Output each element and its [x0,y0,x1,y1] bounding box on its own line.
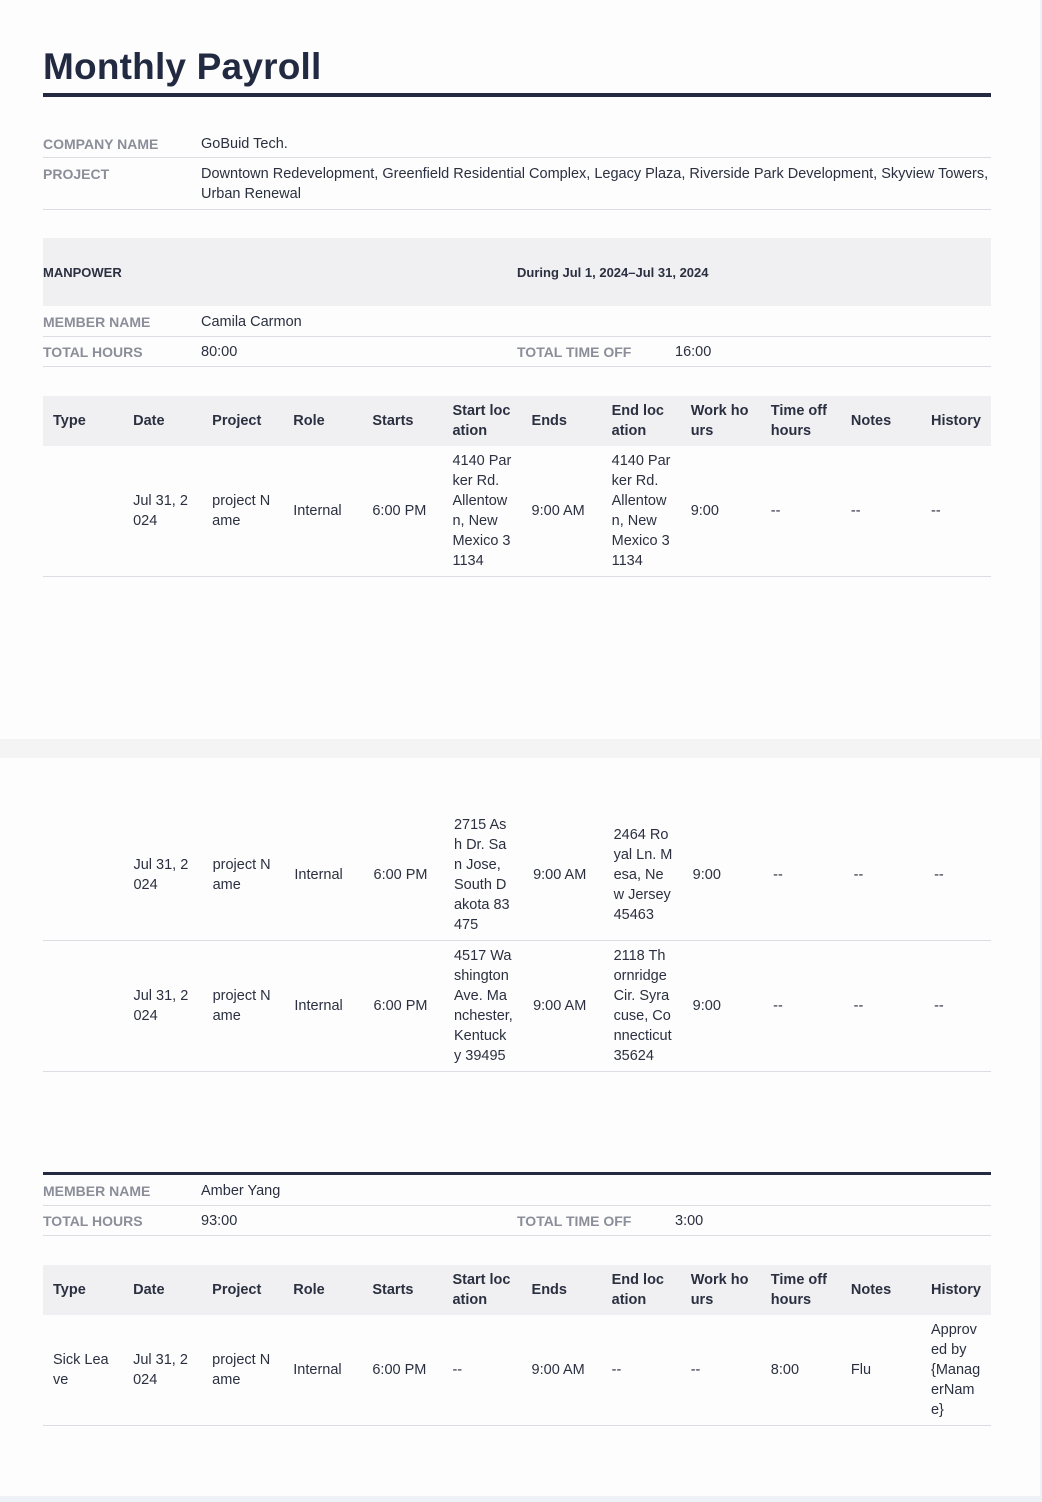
cell-end-location: -- [602,1315,681,1426]
cell-role: Internal [284,941,363,1072]
column-header-role: Role [283,396,362,446]
cell-end-location: 2464 Royal Ln. Mesa, New Jersey 45463 [604,810,683,941]
cell-project: project Name [202,1315,283,1426]
member-hours-row [43,1206,991,1236]
cell-ends: 9:00 AM [523,941,603,1072]
cell-start-location: -- [442,1315,521,1426]
column-header-history: History [921,1265,991,1315]
project-label: PROJECT [43,166,110,182]
cell-start-location: 4517 Washington Ave. Manchester, Kentucky 39495 [444,941,523,1072]
cell-role: Internal [283,1315,362,1426]
manpower-period: During Jul 1, 2024–Jul 31, 2024 [517,264,709,280]
cell-date: Jul 31, 2024 [123,810,202,941]
cell-work-hours: -- [681,1315,761,1426]
cell-date: Jul 31, 2024 [123,1315,202,1426]
cell-start-location: 4140 Parker Rd. Allentown, New Mexico 31134 [442,446,521,577]
cell-work-hours: 9:00 [681,446,761,577]
column-header-project: Project [202,1265,283,1315]
column-header-type: Type [43,1265,123,1315]
column-header-ends: Ends [522,396,602,446]
cell-type: Sick Leave [43,1315,123,1426]
table-header-row [43,1265,991,1315]
cell-start-location: 2715 Ash Dr. San Jose, South Dakota 83475 [444,810,523,941]
member-name-value: Amber Yang [201,1182,281,1199]
cell-role: Internal [284,810,363,941]
page-1 [0,0,1040,739]
member-divider [43,1172,991,1175]
manpower-header [43,238,991,306]
company-info [43,130,991,210]
cell-project: project Name [203,941,285,1072]
table-row [43,1315,991,1426]
column-header-type: Type [43,396,123,446]
title-divider [43,93,991,97]
table-header-row [43,396,991,446]
company-value: GoBuid Tech. [201,135,288,152]
total-time-off-label: TOTAL TIME OFF [517,1212,632,1229]
column-header-role: Role [283,1265,362,1315]
cell-time-off-hours: -- [763,941,843,1072]
cell-work-hours: 9:00 [683,810,763,941]
cell-date: Jul 31, 2024 [123,446,202,577]
member-name-row [43,307,991,337]
column-header-ends: Ends [522,1265,602,1315]
column-header-work-hours: Work hours [681,1265,761,1315]
cell-type [43,446,123,577]
cell-ends: 9:00 AM [523,810,603,941]
cell-starts: 6:00 PM [362,446,442,577]
table-row [43,810,991,941]
timesheet-table-2 [43,1265,991,1426]
cell-notes: -- [841,446,921,577]
page-2 [0,758,1040,1496]
column-header-time-off-hours: Time off hours [761,396,841,446]
timesheet-table [43,396,991,577]
member-summary [43,1176,991,1236]
column-header-starts: Starts [362,396,442,446]
column-header-time-off-hours: Time off hours [761,1265,841,1315]
timesheet-table [43,810,991,1072]
column-header-history: History [921,396,991,446]
cell-time-off-hours: -- [761,446,841,577]
member-name-label: MEMBER NAME [43,313,151,330]
cell-history: Approved by {ManagerName} [921,1315,991,1426]
member-name-label: MEMBER NAME [43,1182,151,1199]
timesheet-table-1 [43,396,991,577]
page-title: Monthly Payroll [43,46,322,87]
cell-end-location: 2118 Thornridge Cir. Syracuse, Connecticut 35624 [604,941,683,1072]
cell-project: project Name [203,810,285,941]
table-row [43,941,991,1072]
cell-notes: -- [844,941,924,1072]
column-header-end-location: End location [602,396,681,446]
page-break [0,739,1042,758]
cell-starts: 6:00 PM [364,941,444,1072]
cell-ends: 9:00 AM [522,1315,602,1426]
cell-notes: -- [844,810,924,941]
cell-history: -- [924,941,991,1072]
cell-project: project Name [202,446,283,577]
timesheet-table [43,1265,991,1426]
project-row [43,158,991,210]
company-label: COMPANY NAME [43,135,159,152]
cell-time-off-hours: 8:00 [761,1315,841,1426]
column-header-end-location: End location [602,1265,681,1315]
cell-end-location: 4140 Parker Rd. Allentown, New Mexico 31134 [602,446,681,577]
project-value: Downtown Redevelopment, Greenfield Residential Complex, Legacy Plaza, Riverside Park Development, Skyview Towers, Urban Renewal [201,166,989,202]
cell-starts: 6:00 PM [362,1315,442,1426]
timesheet-table-1-continued [43,810,991,1072]
total-time-off-label: TOTAL TIME OFF [517,343,632,360]
cell-time-off-hours: -- [763,810,843,941]
cell-work-hours: 9:00 [683,941,763,1072]
member-hours-row [43,337,991,367]
cell-type [43,810,123,941]
cell-type [43,941,123,1072]
column-header-project: Project [202,396,283,446]
table-row [43,446,991,577]
column-header-date: Date [123,396,202,446]
cell-ends: 9:00 AM [522,446,602,577]
column-header-work-hours: Work hours [681,396,761,446]
member-summary [43,307,991,367]
column-header-starts: Starts [362,1265,442,1315]
total-hours-label: TOTAL HOURS [43,1212,143,1229]
cell-history: -- [921,446,991,577]
total-hours-label: TOTAL HOURS [43,343,143,360]
manpower-label: MANPOWER [43,264,122,280]
cell-notes: Flu [841,1315,921,1426]
column-header-notes: Notes [841,1265,921,1315]
total-time-off-value: 16:00 [675,343,712,360]
column-header-notes: Notes [841,396,921,446]
column-header-start-location: Start location [442,396,521,446]
cell-role: Internal [283,446,362,577]
cell-date: Jul 31, 2024 [123,941,202,1072]
cell-starts: 6:00 PM [364,810,444,941]
member-name-value: Camila Carmon [201,313,302,330]
member-name-row [43,1176,991,1206]
total-hours-value: 93:00 [201,1212,238,1229]
total-hours-value: 80:00 [201,343,238,360]
company-row [43,130,991,158]
column-header-start-location: Start location [442,1265,521,1315]
column-header-date: Date [123,1265,202,1315]
total-time-off-value: 3:00 [675,1212,704,1229]
cell-history: -- [924,810,991,941]
